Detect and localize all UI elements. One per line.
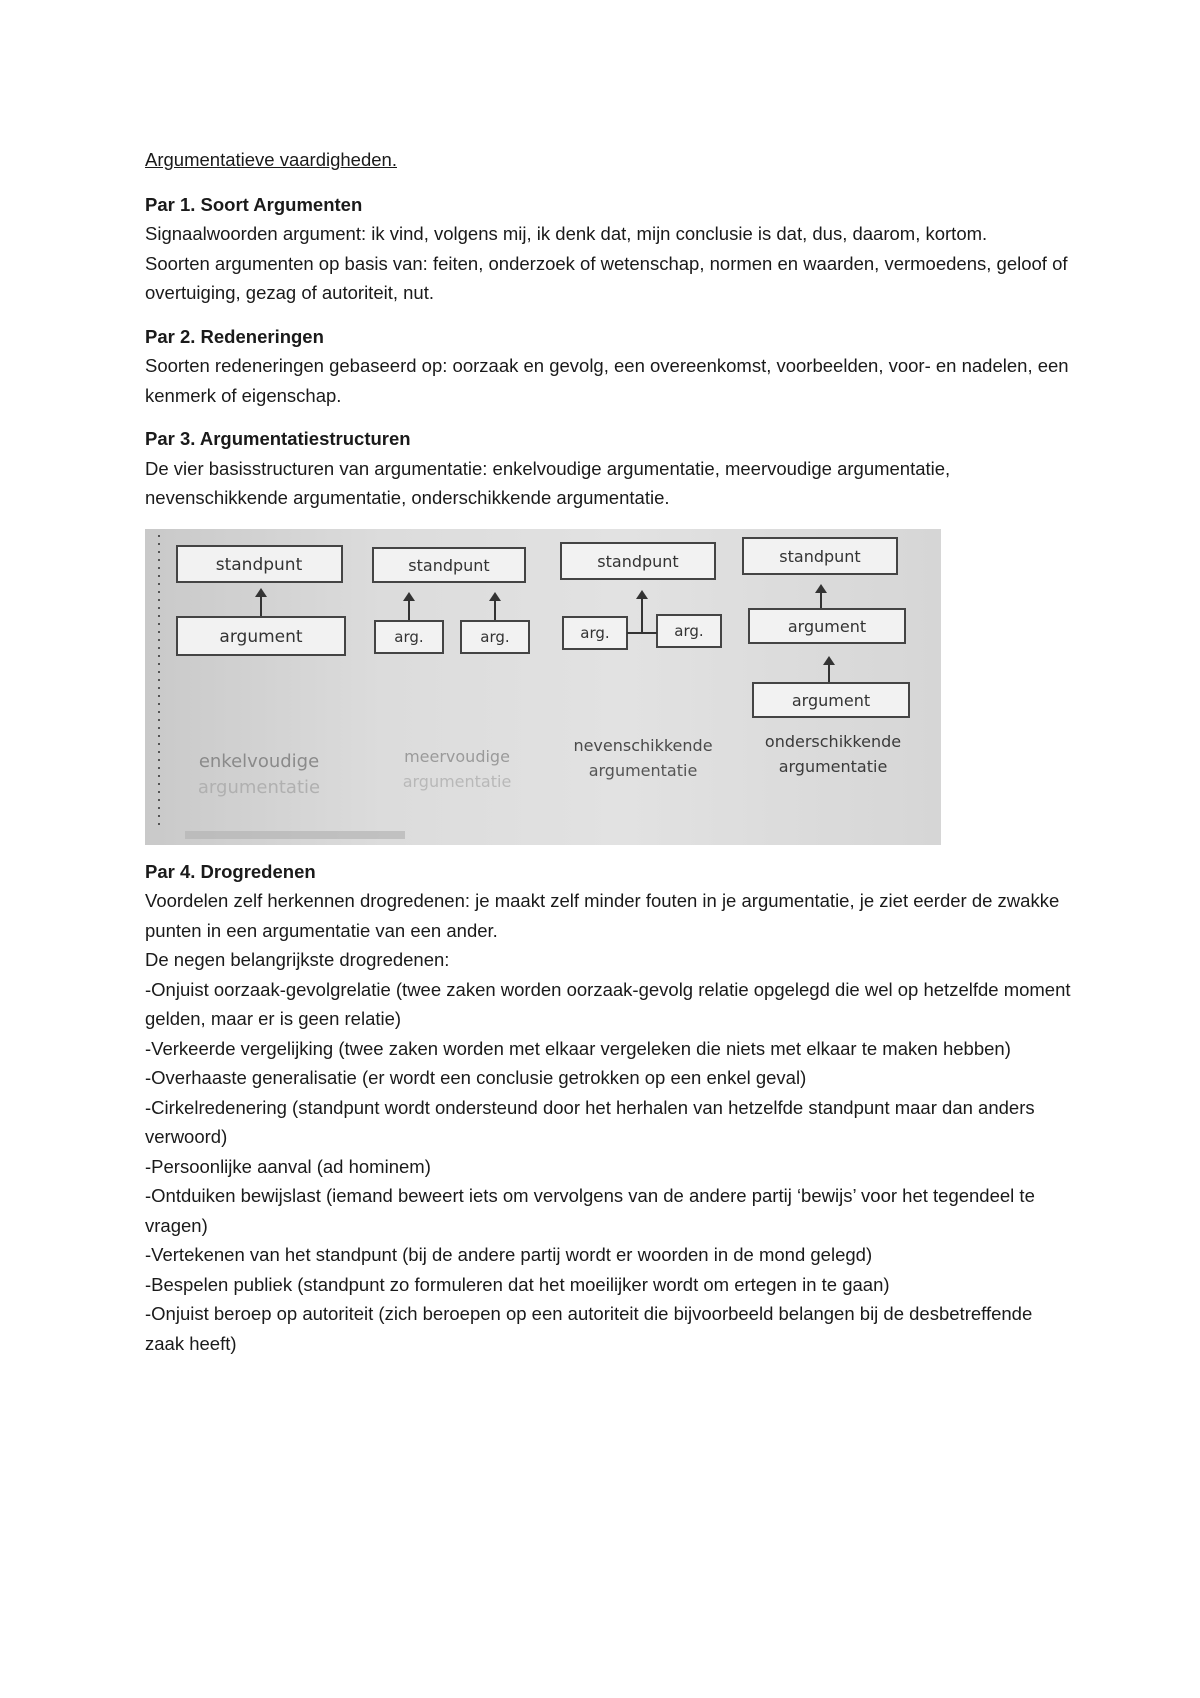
arrow-head — [489, 592, 501, 601]
arrow-head — [403, 592, 415, 601]
caption-line: nevenschikkende — [573, 735, 713, 755]
list-item: -Verkeerde vergelijking (twee zaken worden met elkaar vergeleken die niets met elkaar te maken hebben) — [145, 1037, 1011, 1059]
argument-label: arg. — [674, 621, 704, 640]
paragraph: Voordelen zelf herkennen drogredenen: je maakt zelf minder fouten in je argumentatie, je ziet eerder de zwakke punten in een argumentatie van een ander. — [145, 890, 1060, 941]
list-item: -Cirkelredenering (standpunt wordt ondersteund door het herhalen van hetzelfde standpunt maar dan anders verwoord) — [145, 1096, 1035, 1147]
section-par-2 — [145, 322, 1075, 411]
standpoint-label: standpunt — [215, 554, 303, 575]
caption-line: argumentatie — [778, 756, 888, 776]
caption-line: enkelvoudige — [198, 750, 320, 772]
structures-diagram — [145, 529, 941, 845]
list-item: -Persoonlijke aanval (ad hominem) — [145, 1155, 431, 1177]
section-par-3 — [145, 424, 1075, 513]
section-heading: Par 2. Redeneringen — [145, 325, 324, 347]
paragraph: Signaalwoorden argument: ik vind, volgens mij, ik denk dat, mijn conclusie is dat, dus, daarom, kortom. — [145, 223, 988, 244]
list-item: -Vertekenen van het standpunt (bij de andere partij wordt er woorden in de mond gelegd) — [145, 1244, 873, 1265]
argument-label: arg. — [480, 627, 510, 646]
caption-line: argumentatie — [588, 760, 698, 780]
caption-line: argumentatie — [197, 776, 321, 798]
list-item: -Onjuist beroep op autoriteit (zich beroepen op een autoriteit die bijvoorbeeld belangen bij de desbetreffende zaak heeft) — [145, 1303, 1033, 1354]
section-par-4 — [145, 857, 1075, 1359]
structure-nevenschikkende — [561, 543, 721, 780]
document-title: Argumentatieve vaardigheden. — [145, 149, 397, 170]
structure-onderschikkende — [743, 538, 909, 776]
paragraph: Soorten argumenten op basis van: feiten, onderzoek of wetenschap, normen en waarden, vermoedens, geloof of overtuiging, gezag of autoriteit, nut. — [145, 252, 1068, 303]
argument-label: argument — [791, 690, 871, 710]
arrow-head — [255, 588, 267, 597]
argument-label: arg. — [580, 623, 610, 642]
argument-label: arg. — [394, 627, 424, 646]
paragraph: De negen belangrijkste drogredenen: — [145, 949, 450, 970]
structure-meervoudige — [373, 548, 529, 791]
standpoint-label: standpunt — [597, 551, 679, 571]
section-heading: Par 1. Soort Argumenten — [145, 193, 363, 215]
arrow-head — [823, 656, 835, 665]
paragraph: De vier basisstructuren van argumentatie: enkelvoudige argumentatie, meervoudige argumentatie, nevenschikkende argumentatie, onderschikkende argumentatie. — [145, 457, 951, 508]
blurred-text-fragment — [185, 831, 405, 839]
standpoint-label: standpunt — [408, 555, 490, 575]
argument-label: argument — [787, 616, 867, 636]
section-par-1 — [145, 190, 1075, 308]
section-heading: Par 4. Drogredenen — [145, 860, 316, 882]
paragraph: Soorten redeneringen gebaseerd op: oorzaak en gevolg, een overeenkomst, voorbeelden, voor- en nadelen, een kenmerk of eigenschap. — [145, 355, 1069, 406]
caption-line: meervoudige — [404, 746, 510, 766]
list-item: -Overhaaste generalisatie (er wordt een conclusie getrokken op een enkel geval) — [145, 1067, 807, 1088]
section-heading: Par 3. Argumentatiestructuren — [145, 428, 411, 449]
arrow-head — [815, 584, 827, 593]
structure-enkelvoudige — [177, 546, 345, 798]
standpoint-label: standpunt — [779, 546, 861, 566]
list-item: -Ontduiken bewijslast (iemand beweert iets om vervolgens van de andere partij ‘bewijs’ voor het tegendeel te vragen) — [145, 1185, 1035, 1236]
arrow-head — [636, 590, 648, 599]
list-item: -Bespelen publiek (standpunt zo formuleren dat het moeilijker wordt om ertegen in te gaan) — [145, 1273, 890, 1295]
caption-line: onderschikkende — [764, 731, 902, 751]
caption-line: argumentatie — [402, 771, 512, 791]
argumentation-structures-figure — [145, 529, 941, 845]
document-page — [145, 145, 1075, 1372]
list-item: -Onjuist oorzaak-gevolgrelatie (twee zaken worden oorzaak-gevolg relatie opgelegd die wel op hetzelfde moment gelden, maar er is geen relatie) — [145, 978, 1071, 1029]
argument-label: argument — [219, 626, 303, 647]
